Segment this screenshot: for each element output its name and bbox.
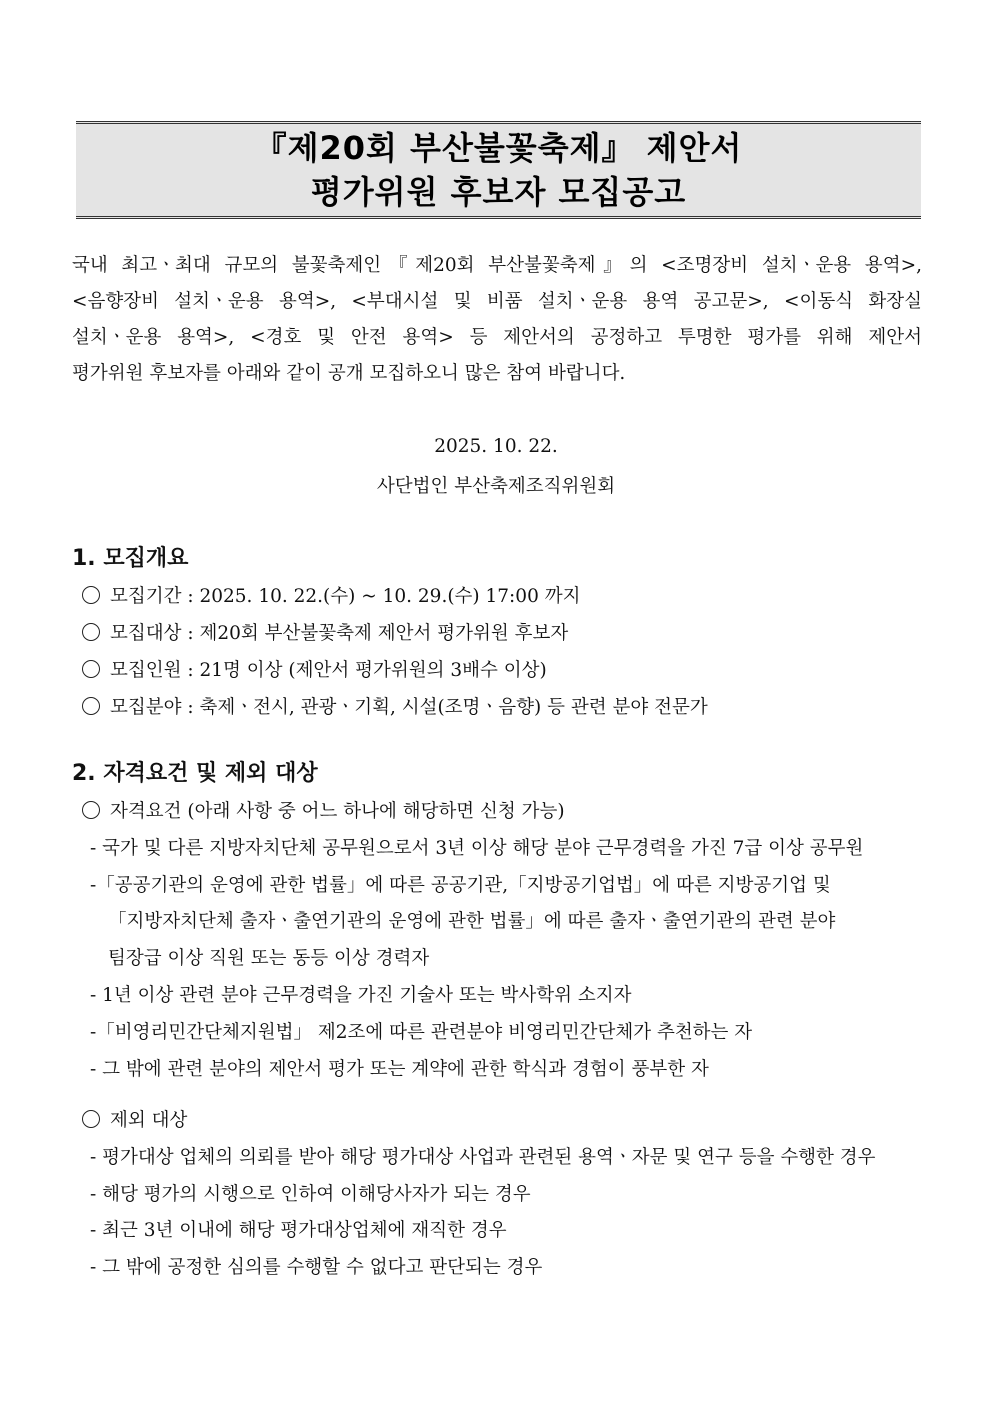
qualification-item: -「비영리민간단체지원법」 제2조에 따른 관련분야 비영리민간단체가 추천하는 자	[90, 1022, 753, 1043]
exclusion-item: - 해당 평가의 시행으로 인하여 이해당사자가 되는 경우	[90, 1184, 531, 1205]
item-text: 자격요건 (아래 사항 중 어느 하나에 해당하면 신청 가능)	[110, 801, 565, 822]
qualification-item: -「공공기관의 운영에 관한 법률」에 따른 공공기관,「지방공기업법」에 따른 지방공기업 및	[90, 875, 831, 896]
section1-heading: 1. 모집개요	[72, 546, 189, 571]
recruit-period-item	[82, 582, 580, 612]
recruit-number-item	[82, 656, 547, 686]
item-text: 모집대상 : 제20회 부산불꽃축제 제안서 평가위원 후보자	[110, 623, 569, 644]
qualification-item-continued: 팀장급 이상 직원 또는 동등 이상 경력자	[108, 948, 430, 969]
circle-bullet-icon	[82, 1110, 100, 1128]
intro-line: 설치ㆍ운용 용역>, <경호 및 안전 용역> 등 제안서의 공정하고 투명한 평가를 위해 제안서	[72, 327, 922, 348]
intro-line: 평가위원 후보자를 아래와 같이 공개 모집하오니 많은 참여 바랍니다.	[72, 363, 626, 384]
qualification-title	[82, 797, 565, 827]
intro-paragraph	[72, 248, 922, 392]
exclusion-title	[82, 1106, 187, 1136]
circle-bullet-icon	[82, 586, 100, 604]
section2-heading: 2. 자격요건 및 제외 대상	[72, 761, 318, 786]
item-text: 모집인원 : 21명 이상 (제안서 평가위원의 3배수 이상)	[110, 660, 547, 681]
organization-name: 사단법인 부산축제조직위원회	[376, 476, 616, 497]
exclusion-item: - 평가대상 업체의 의뢰를 받아 해당 평가대상 사업과 관련된 용역ㆍ자문 및 연구 등을 수행한 경우	[90, 1147, 876, 1168]
document-title-line1: 『제20회 부산불꽃축제』 제안서	[254, 129, 743, 167]
item-text: 모집기간 : 2025. 10. 22.(수) ~ 10. 29.(수) 17:00 까지	[110, 586, 581, 607]
intro-line: <음향장비 설치ㆍ운용 용역>, <부대시설 및 비품 설치ㆍ운용 용역 공고문>, <이동식 화장실	[72, 291, 922, 312]
item-text: 모집분야 : 축제ㆍ전시, 관광ㆍ기획, 시설(조명ㆍ음향) 등 관련 분야 전문가	[110, 697, 708, 718]
recruit-field-item	[82, 693, 708, 723]
qualification-item: - 국가 및 다른 지방자치단체 공무원으로서 3년 이상 해당 분야 근무경력을 가진 7급 이상 공무원	[90, 838, 864, 859]
circle-bullet-icon	[82, 801, 100, 819]
qualification-item: - 그 밖에 관련 분야의 제안서 평가 또는 계약에 관한 학식과 경험이 풍부한 자	[90, 1059, 709, 1080]
announcement-date: 2025. 10. 22.	[434, 436, 558, 457]
qualification-item-continued: 「지방자치단체 출자ㆍ출연기관의 운영에 관한 법률」에 따른 출자ㆍ출연기관의 관련 분야	[108, 911, 836, 932]
circle-bullet-icon	[82, 697, 100, 715]
qualification-item: - 1년 이상 관련 분야 근무경력을 가진 기술사 또는 박사학위 소지자	[90, 985, 632, 1006]
exclusion-item: - 최근 3년 이내에 해당 평가대상업체에 재직한 경우	[90, 1220, 507, 1241]
title-box	[76, 121, 921, 219]
circle-bullet-icon	[82, 660, 100, 678]
circle-bullet-icon	[82, 623, 100, 641]
recruit-target-item	[82, 619, 568, 649]
item-text: 제외 대상	[110, 1110, 188, 1131]
document-title-line2: 평가위원 후보자 모집공고	[310, 173, 687, 211]
exclusion-item: - 그 밖에 공정한 심의를 수행할 수 없다고 판단되는 경우	[90, 1257, 543, 1278]
intro-line: 국내 최고ㆍ최대 규모의 불꽃축제인『제20회 부산불꽃축제』의 <조명장비 설치ㆍ운용 용역>,	[72, 255, 922, 276]
